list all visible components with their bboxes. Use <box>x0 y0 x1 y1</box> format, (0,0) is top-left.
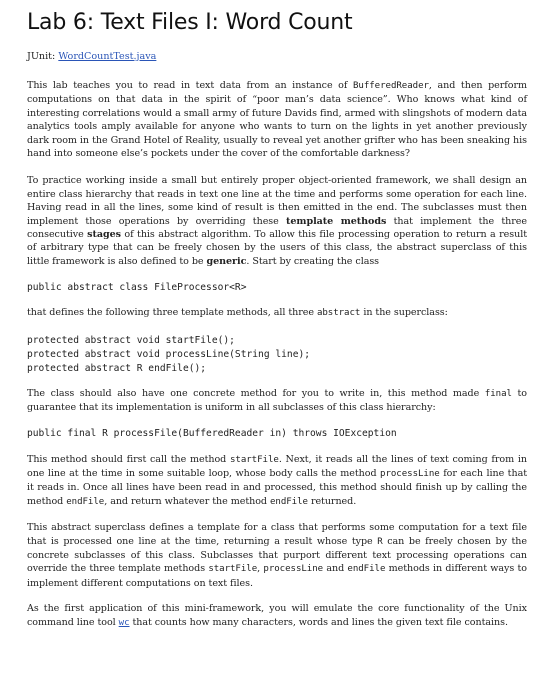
code-line: protected abstract void startFile(); <box>27 334 235 346</box>
bold-term: template methods <box>286 215 387 227</box>
code-line: protected abstract R endFile(); <box>27 362 207 374</box>
wc-link[interactable]: wc <box>118 617 130 628</box>
junit-label: JUnit: <box>27 51 59 62</box>
process-file-paragraph: This method should first call the method startFile. Next, it reads all the lines of text coming from in one line at the time in some suitable loop, whose body calls the method processLine for each line that it reads in. Once all lines have been read in and processed, this method should finish up by calling the method endFile, and return whatever the method endFile returned. <box>27 453 527 507</box>
inline-code: final <box>484 388 512 399</box>
inline-code: R <box>377 536 383 547</box>
inline-code: processLine <box>380 468 440 479</box>
inline-code: BufferedReader <box>352 81 429 91</box>
inline-code: endFile <box>347 564 386 575</box>
abstract-superclass-paragraph: This abstract superclass defines a template for a class that performs some computation for a text file that is processed one line at the time, returning a result whose type R can be freely chosen by the concrete subclasses of this class. Subclasses that purport different text processing operations can override the three template methods startFile, processLine and endFile methods in different ways to implement different computations on text files. <box>27 522 527 589</box>
inline-code: startFile <box>229 454 279 465</box>
junit-test-link[interactable]: WordCountTest.java <box>58 51 157 62</box>
concrete-method-paragraph: The class should also have one concrete method for you to write in, this method made final to guarantee that its implementation is uniform in all subclasses of this class hierarchy: <box>27 387 527 414</box>
bold-term: stages <box>87 229 121 241</box>
intro-paragraph: This lab teaches you to read in text data from an instance of BufferedReader, and then perform computations on that data in the spirit of “poor man’s data science”. Who knows what kind of interesting correlations would a small army of future Davids find, armed with slingshots of modern data analytics tools amply available for anyone who wants to turn on the lights in yet another previously dark room in the Grand Hotel of Reality, usually to reveal yet another grifter who has been sneaking his hand into someone else’s pockets under the cover of the comfortable darkness? <box>27 80 527 160</box>
framework-paragraph: To practice working inside a small but entirely proper object-oriented framework, we shall design an entire class hierarchy that reads in text one line at the time and performs some operation for each line. Having read in all the lines, some kind of result is then emitted in the end. The subclasses must then implement those operations by overriding these template methods that implement the three consecutive stages of this abstract algorithm. To allow this file processing operation to return a result of arbitrary type that can be freely chosen by the users of this class, the abstract superclass of this little framework is also defined to be generic. Start by creating the class <box>27 175 527 267</box>
document-page <box>27 8 527 630</box>
junit-line <box>27 50 527 64</box>
bold-term: generic <box>206 255 247 267</box>
inline-code: endFile <box>269 496 308 507</box>
inline-code: startFile <box>208 564 258 575</box>
process-file-code: public final R processFile(BufferedReader in) throws IOException <box>27 427 397 439</box>
template-methods-code <box>27 334 527 376</box>
wc-paragraph: As the first application of this mini-framework, you will emulate the core functionality of the Unix command line tool wc that counts how many characters, words and lines the given text file contains. <box>27 603 527 628</box>
class-declaration-code: public abstract class FileProcessor<R> <box>27 282 247 294</box>
template-methods-intro: that defines the following three template methods, all three abstract in the superclass: <box>27 307 448 319</box>
inline-code: abstract <box>316 308 361 319</box>
code-line: protected abstract void processLine(String line); <box>27 348 311 360</box>
page-title: Lab 6: Text Files I: Word Count <box>27 10 353 35</box>
inline-code: endFile <box>66 496 105 507</box>
inline-code: processLine <box>263 564 324 575</box>
